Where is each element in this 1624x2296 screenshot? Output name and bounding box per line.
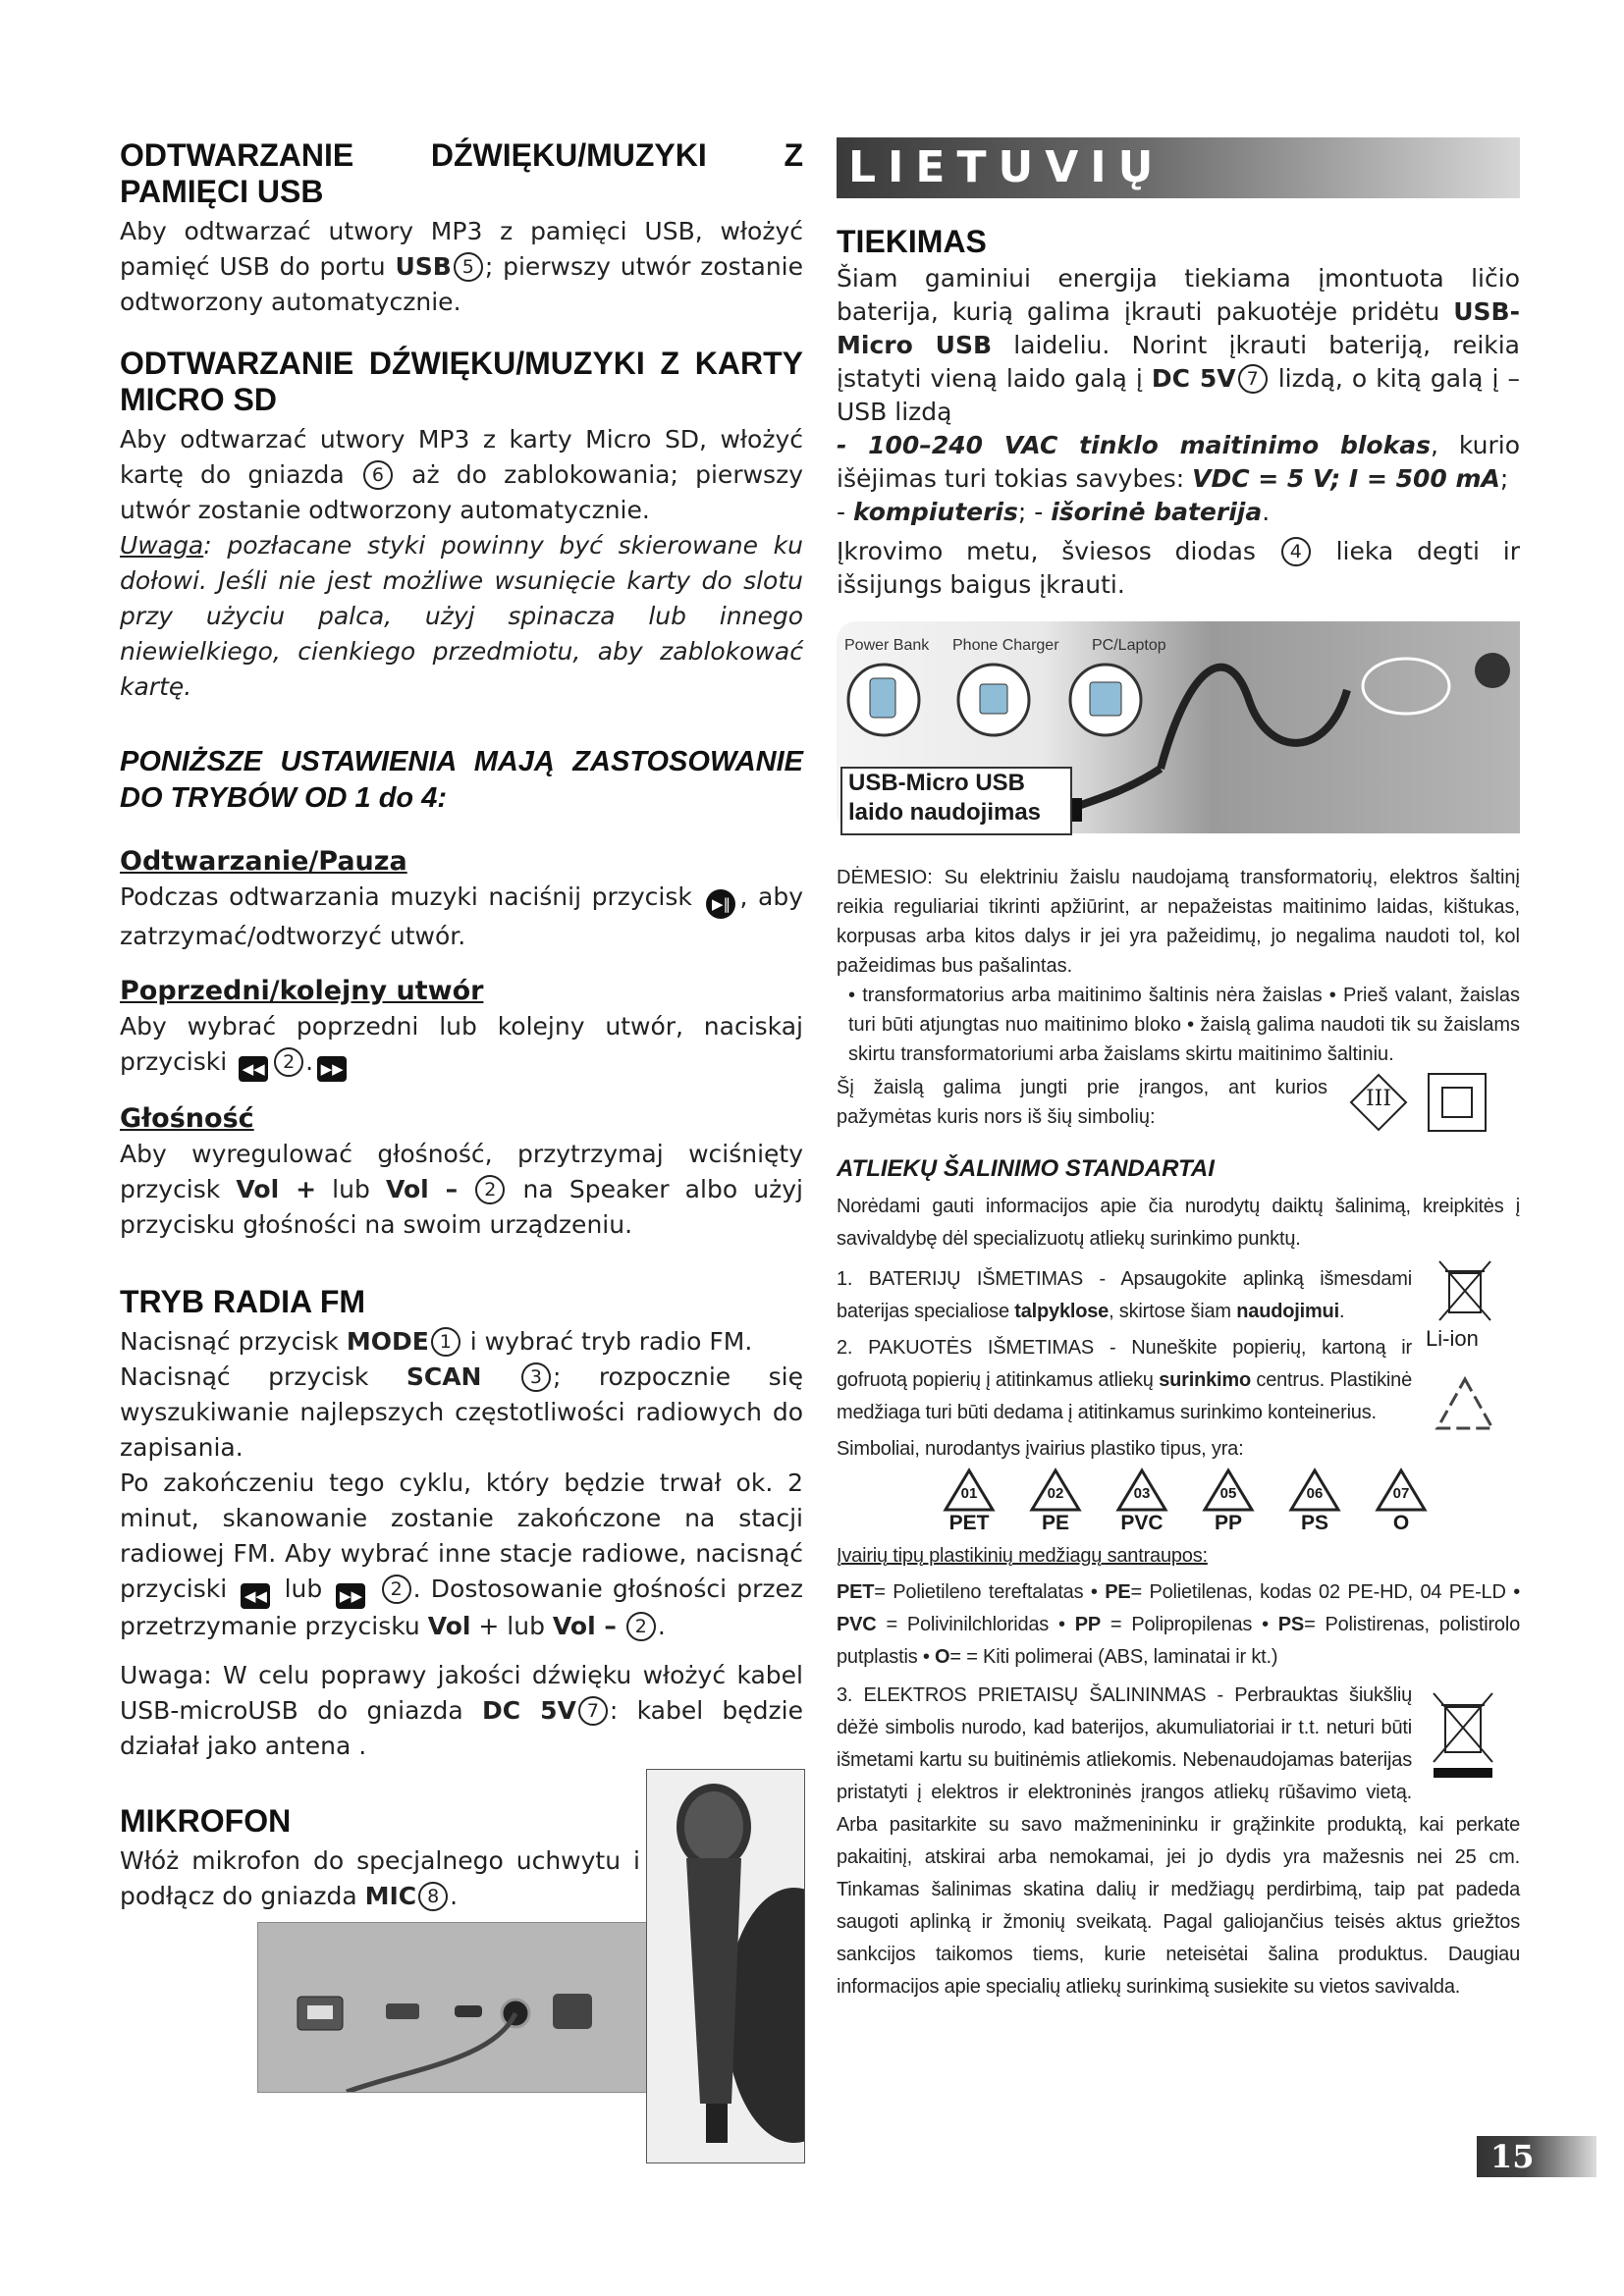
fm-p2 [120,1360,803,1466]
usb-cable-photo [837,621,1520,833]
waste-1-bold2: naudojimui [1236,1301,1339,1322]
vol-text-a: Aby wyregulować głośność, przytrzymaj wciśnięty przycisk [120,1140,803,1203]
class-iii-label: III [1365,1087,1392,1111]
mic-paragraph [120,1843,640,1914]
previous-track-icon: ◀◀ [239,1056,268,1082]
recycle-label: PS [1300,1512,1328,1534]
waste-1-b: , skirtose šiam [1109,1301,1237,1322]
waste-2-a: 2. PAKUOTĖS IŠMETIMAS - Nuneškite popierių, kartoną ir gofruotą popierių į atitinkamus atliekų [837,1337,1412,1391]
supply-a: Šiam gaminiui energija tiekiama įmontuota ličio baterija, kurią galima įkrauti pakuotėje pridėtu [837,264,1520,326]
supply-line2-b: , kurio išėjimas turi tokias savybes: [837,431,1520,493]
fm-p2-a: Nacisnąć przycisk [120,1362,406,1391]
left-column [120,137,803,1914]
abbr-pe-text: = Polietilenas, kodas 02 PE-HD, 04 PE-LD • [1130,1581,1520,1603]
next-track-icon: ▶▶ [336,1583,365,1609]
crossed-bin-icon [1435,1257,1494,1326]
fm-p3-a: Po zakończeniu tego cyklu, który będzie trwał ok. 2 minut, skanowanie zostanie zakończone na stacji radiowej FM. Aby wybrać inne stacje radiowe, nacisnąć przyciski [120,1468,803,1603]
recycle-code-o [1367,1468,1435,1534]
warning-bullets: • transformatorius arba maitinimo šaltinis nėra žaislas • Prieš valant, žaislas turi būti atjungtas nuo maitinimo bloko • žaislą galima naudoti tik su žaislams skirtu transformatoriumi arba žaislams skirtu maitinimo šaltiniu. [848,985,1520,1065]
plastic-intro: Simboliai, nurodantys įvairius plastiko tipus, yra: [837,1438,1244,1460]
recycle-code-pp [1194,1468,1263,1534]
double-insulation-icon [1428,1073,1487,1132]
abbr-pet: PET [837,1581,875,1603]
usb-bold: USB [395,252,452,281]
sd-text-b: aż do zablokowania; pierwszy utwór zostanie odtworzony automatycznie. [120,460,803,524]
recycle-label: PP [1214,1512,1242,1534]
usb-photo-caption [840,767,1072,835]
modes-heading: PONIŻSZE USTAWIENIA MAJĄ ZASTOSOWANIE DO TRYBÓW OD 1 do 4: [120,746,803,814]
vol-plus: Vol + [236,1175,317,1203]
number-circle: 3 [521,1362,551,1392]
sd-text-a: Aby odtwarzać utwory MP3 z karty Micro SD, włożyć kartę do gniazda [120,425,803,489]
waste-1 [837,1263,1412,1328]
label-power-bank: Power Bank [844,637,930,654]
supply-line3 [837,496,1520,529]
sd-note-text: : pozłacane styki powinny być skierowane ku dołowi. Jeśli nie jest możliwe wsunięcie karty do slotu przy użyciu palca, użyj spinacza lub innego niewielkiego, cienkiego przedmiotu, aby zablokować kartę. [120,531,803,701]
waste-1-c: . [1338,1301,1345,1322]
number-circle: 8 [418,1882,448,1911]
waste-intro: Norėdami gauti informacijos apie čia nurodytų daiktų šalinimą, kreipkitės į savivaldybę dėl specializuotų atliekų surinkimo punktų. [837,1196,1520,1250]
abbr-o-text: = = Kiti polimerai (ABS, laminatai ir kt.) [949,1646,1278,1668]
previous-track-icon: ◀◀ [241,1583,270,1609]
fm-p2-b: ; rozpocznie się wyszukiwanie najlepszych częstotliwości radiowych do zapisania. [120,1362,803,1462]
abbr-pp-text: = Polipropilenas • [1101,1614,1278,1635]
symbols-text: Šį žaislą galima jungti prie įrangos, ant kurios pažymėtas kuris nors iš šių simbolių: [837,1077,1327,1128]
volume-heading: Głośność [120,1103,254,1134]
play-paragraph [120,880,803,954]
sd-paragraph [120,422,803,528]
charge-b: lieka degti ir išsijungs baigus įkrauti. [837,537,1520,599]
number-circle: 2 [382,1575,411,1604]
supply-line2: - 100–240 VAC tinklo maitinimo blokas, kurio išėjimas turi tokias savybes: VDC = 5 V; I = 500 mA; [837,431,1520,493]
abbr-pet-text: = Polietileno tereftalatas • [874,1581,1106,1603]
fm-p2-bold: SCAN [406,1362,482,1391]
waste-2-block [837,1332,1520,1429]
right-column [837,137,1520,2003]
recycle-label: PVC [1120,1512,1164,1534]
recycle-code-pet [935,1468,1003,1534]
recycle-label: PET [948,1512,990,1534]
vol-minus: Vol – [386,1175,459,1203]
play-pause-icon: ▶‖ [706,889,735,919]
supply-bold: USB-Micro USB [837,297,1520,359]
waste-1-block [837,1263,1520,1351]
play-heading: Odtwarzanie/Pauza [120,846,407,877]
fm-note [120,1658,803,1764]
abbr-ps-text: = Polistirenas, polistirolo putplastis • [837,1614,1521,1668]
number-circle: 7 [1238,364,1268,394]
recycle-number: 01 [960,1485,978,1502]
language-banner: LIETUVIŲ [837,137,1520,198]
recycle-triangle-icon [1202,1468,1255,1513]
supply-line3-b1: kompiuteris [852,498,1018,526]
symbols-row [837,1073,1520,1136]
fm-note-a: Uwaga: W celu poprawy jakości dźwięku włożyć kabel USB-microUSB do gniazda [120,1661,803,1725]
waste-2 [837,1332,1412,1429]
supply-line3-b2: išorinė baterija [1051,498,1263,526]
fm-p3: Po zakończeniu tego cyklu, który będzie trwał ok. 2 minut, skanowanie zostanie zakończone na stacji radiowej FM. Aby wybrać inne stacje radiowe, nacisnąć przyciski ◀◀ lub ▶▶ 2 . Dostosowanie głośności przez przetrzymanie przycisku Vol + lub Vol – 2 . [120,1468,804,1640]
prev-text-a: Aby wybrać poprzedni lub kolejny utwór, naciskaj przyciski [120,1012,803,1076]
vol-text-b: na Speaker albo użyj przycisku głośności na swoim urządzeniu. [120,1175,803,1239]
waste-2-bold: surinkimo [1159,1369,1251,1391]
abbr-pvc: PVC [837,1614,877,1635]
recycle-triangle-icon [1115,1468,1168,1513]
recycle-number: 05 [1219,1485,1237,1502]
recycle-triangle-icon [943,1468,996,1513]
fm-p3-vol: Vol [427,1612,471,1640]
recycle-number: 07 [1392,1485,1410,1502]
microphone-photo [646,1769,805,2163]
class-iii-symbol [1349,1073,1408,1132]
usb-heading: ODTWARZANIE DŹWIĘKU/MUZYKI Z PAMIĘCI USB [120,137,803,209]
plastic-codes-row [837,1468,1520,1538]
fm-note-b: : kabel będzie działał jako antena . [120,1696,803,1760]
abbr-ps: PS [1277,1614,1305,1635]
mic-bold: MIC [364,1882,417,1910]
charge-a: Įkrovimo metu, šviesos diodas [837,537,1279,565]
number-circle: 6 [363,460,393,490]
vol-or: lub [316,1175,387,1203]
mic-heading: MIKROFON [120,1803,292,1839]
supply-line3-a: - [837,498,853,526]
fm-p1-bold: MODE [346,1327,429,1356]
fm-note-bold: DC 5V [482,1696,576,1725]
fm-p3-lub: lub [274,1575,333,1603]
warning-text: DĖMESIO: Su elektriniu žaislu naudojamą transformatorių, elektros šaltinį reikia reguliariai tikrinti apžiūrint, ar nepažeistas maitinimo laidas, kištukas, korpusas arba kitos dalys ir jei yra pažeidimų, jo negalima naudoti tol, kol pažeidimas bus pašalintas. [837,867,1520,977]
recycle-triangle-icon [1029,1468,1082,1513]
waste-3 [837,1680,1520,2003]
supply-b: laideliu. Norint įkrauti bateriją, reikia įstatyti vieną laido galą į [837,331,1521,393]
supply-line2-spec: VDC = 5 V; I = 500 mA [1192,464,1500,493]
recycle-code-pe [1021,1468,1090,1534]
supply-heading: TIEKIMAS [837,224,987,259]
abbr-text [837,1576,1520,1674]
number-circle: 7 [578,1696,608,1726]
speaker-panel-illustration [258,1923,651,2092]
abbr-heading: Įvairių tipų plastikinių medžiagų santraupos: [837,1545,1208,1567]
fm-p1-b: i wybrać tryb radio FM. [461,1327,753,1356]
recycle-triangle-icon [1375,1468,1428,1513]
number-circle: 2 [475,1175,505,1204]
number-circle: 5 [454,252,483,282]
prev-heading: Poprzedni/kolejny utwór [120,976,484,1006]
recycle-number: 02 [1047,1485,1064,1502]
supply-line2-bold: - 100–240 VAC tinklo maitinimo blokas [837,431,1431,459]
waste-2-b: centrus. Plastikinė medžiaga turi būti dedama į atitinkamus surinkimo konteinerius. [837,1369,1412,1423]
recycle-label: PE [1041,1512,1069,1534]
number-circle: 2 [626,1612,656,1641]
fm-p3-volminus: Vol – [552,1612,617,1640]
number-circle: 2 [274,1047,303,1077]
usb-text-a: Aby odtwarzać utwory MP3 z pamięci USB, włożyć pamięć USB do portu [120,217,803,281]
usb-paragraph [120,214,803,320]
fm-p1-a: Nacisnąć przycisk [120,1327,347,1356]
caption-line-1: USB-Micro USB [848,770,1026,796]
microphone-illustration [647,1770,804,2163]
waste-1-bold1: talpyklose [1014,1301,1110,1322]
recycle-number: 06 [1306,1485,1324,1502]
waste-1-a: 1. BATERIJŲ IŠMETIMAS - Apsaugokite aplinką išmesdami baterijas specialiose [837,1268,1412,1322]
recycle-number: 03 [1133,1485,1151,1502]
recycle-icon [1434,1375,1496,1432]
waste-3-block [837,1680,1520,2003]
number-circle: 4 [1281,537,1311,566]
abbr-pp: PP [1074,1614,1102,1635]
play-text-b: , aby zatrzymać/odtworzyć utwór. [120,882,803,950]
recycle-code-pvc [1108,1468,1176,1534]
page-number: 15 [1490,2138,1535,2175]
label-pc-laptop: PC/Laptop [1092,637,1166,654]
supply-c: lizdą, o kitą galą į – USB lizdą [837,364,1521,426]
abbr-pe: PE [1105,1581,1131,1603]
speaker-panel-photo [257,1922,652,2093]
supply-dc: DC 5V [1151,364,1236,393]
supply-line3-mid: ; - [1017,498,1052,526]
charge-paragraph [837,535,1520,602]
next-track-icon: ▶▶ [317,1056,347,1082]
fm-p3-c: + lub [470,1612,553,1640]
volume-paragraph [120,1137,803,1243]
waste-heading: ATLIEKŲ ŠALINIMO STANDARTAI [837,1155,1215,1182]
recycle-triangle-icon [1288,1468,1341,1513]
recycle-code-ps [1280,1468,1349,1534]
supply-paragraph [837,262,1520,429]
supply-line3-end: . [1262,498,1271,526]
fm-p1 [120,1324,803,1360]
sd-heading: ODTWARZANIE DŹWIĘKU/MUZYKI Z KARTY MICRO SD [120,346,803,417]
crossed-bin-icon-weee [1430,1689,1496,1778]
li-ion-label: Li-ion [1426,1326,1479,1351]
waste-3-text: 3. ELEKTROS PRIETAISŲ ŠALININMAS - Perbrauktas šiukšlių dėžė simbolis nurodo, kad baterijos, akumuliatoriai ir t.t. neturi būti išmetami kartu su buitinėmis atliekomis. Nebenaudojamas baterijas pristatyti į elektros ir elektroninės įrangos atliekų rūšavimo vietą. Arba pasitarkite su savo mažmenininku ir grąžinkite produktą, kai perkate pakaitinį, atskirai arba nemokamai, jei jo dydis yra mažesnis nei 25 cm. Tinkamas šalinimas skatina dalių ir medžiagų perdirbimą, taip pat padeda saugoti aplinką ir žmonių sveikatą. Pagal galiojančius teisės aktus griežtos sankcijos taikomos tiems, kurie neteisėtai šalina produktus. Daugiau informacijos apie specialių atliekų surinkimą susiekite su vietos savivalda. [837,1684,1520,1998]
sd-note [120,528,803,705]
caption-line-2: laido naudojimas [848,799,1042,826]
number-circle: 1 [431,1327,460,1357]
abbr-o: O [935,1646,950,1668]
sd-note-label: Uwaga [120,531,204,560]
abbr-pvc-text: = Polivinilchloridas • [876,1614,1075,1635]
label-phone-charger: Phone Charger [952,637,1059,654]
recycle-label: O [1392,1512,1410,1534]
mic-text-b: . [450,1882,459,1910]
mic-text-a: Włóż mikrofon do specjalnego uchwytu i podłącz do gniazda [120,1846,640,1910]
usb-text-b: ; pierwszy utwór zostanie odtworzony automatycznie. [120,252,803,316]
fm-p3-b: . Dostosowanie głośności przez przetrzymanie przycisku [120,1575,804,1640]
play-text-a: Podczas odtwarzania muzyki naciśnij przycisk [120,882,703,911]
page-number-badge [1477,2136,1597,2177]
prev-paragraph: Aby wybrać poprzedni lub kolejny utwór, naciskaj przyciski ◀◀ 2 . ▶▶ [120,1009,803,1082]
fm-heading: TRYB RADIA FM [120,1284,366,1319]
